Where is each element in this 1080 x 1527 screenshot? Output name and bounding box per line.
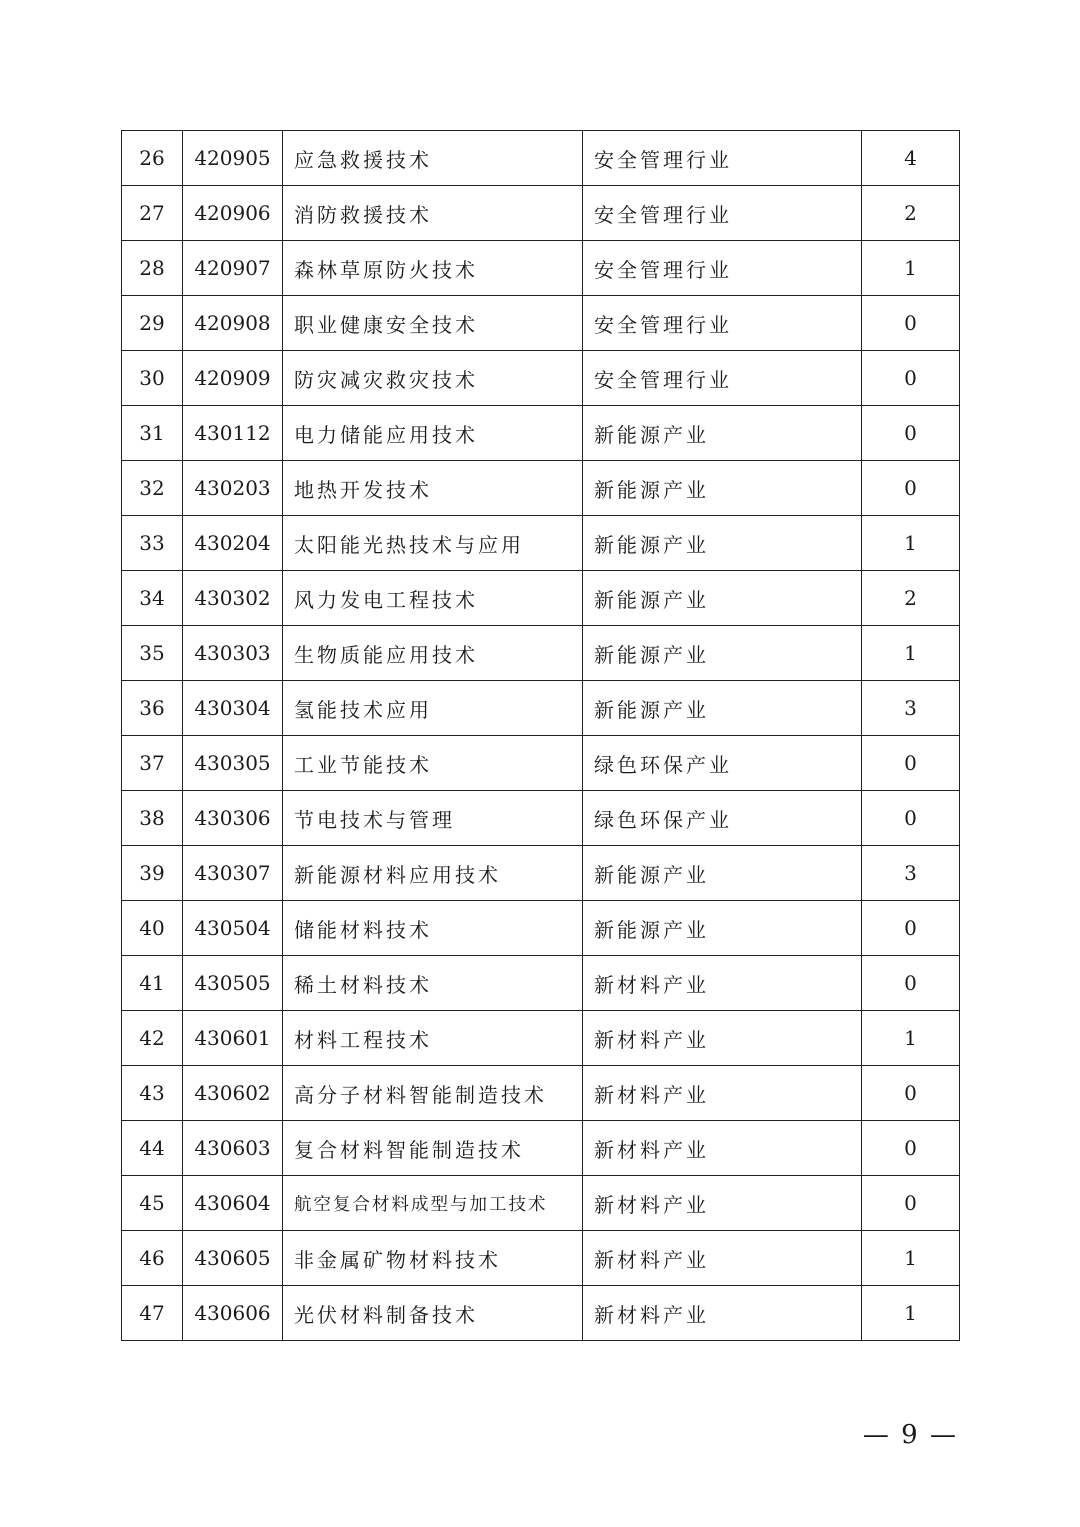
row-index-cell: 32 xyxy=(122,461,183,516)
row-index-cell: 30 xyxy=(122,351,183,406)
table-body xyxy=(122,131,960,1341)
row-index-cell: 29 xyxy=(122,296,183,351)
major-table xyxy=(121,130,960,1341)
major-name-cell: 氢能技术应用 xyxy=(283,681,583,736)
count-cell: 1 xyxy=(862,516,960,571)
table-row xyxy=(122,1231,960,1286)
row-index-cell: 47 xyxy=(122,1286,183,1341)
page-number: — 9 — xyxy=(862,1420,958,1450)
major-name-cell: 风力发电工程技术 xyxy=(283,571,583,626)
major-name-cell: 光伏材料制备技术 xyxy=(283,1286,583,1341)
row-index-cell: 44 xyxy=(122,1121,183,1176)
table-row xyxy=(122,186,960,241)
major-name-cell: 新能源材料应用技术 xyxy=(283,846,583,901)
count-cell: 0 xyxy=(862,1066,960,1121)
industry-cell: 新材料产业 xyxy=(583,1286,862,1341)
major-name-cell: 防灾减灾救灾技术 xyxy=(283,351,583,406)
count-cell: 1 xyxy=(862,626,960,681)
count-cell: 0 xyxy=(862,901,960,956)
major-code-cell: 430112 xyxy=(183,406,283,461)
major-code-cell: 420905 xyxy=(183,131,283,186)
major-code-cell: 430602 xyxy=(183,1066,283,1121)
count-cell: 1 xyxy=(862,1011,960,1066)
industry-cell: 新材料产业 xyxy=(583,1231,862,1286)
table-row xyxy=(122,1011,960,1066)
table-row xyxy=(122,351,960,406)
major-code-cell: 430307 xyxy=(183,846,283,901)
industry-cell: 新能源产业 xyxy=(583,406,862,461)
major-name-cell: 电力储能应用技术 xyxy=(283,406,583,461)
row-index-cell: 34 xyxy=(122,571,183,626)
major-name-cell: 稀土材料技术 xyxy=(283,956,583,1011)
major-name-cell: 工业节能技术 xyxy=(283,736,583,791)
major-code-cell: 430505 xyxy=(183,956,283,1011)
count-cell: 0 xyxy=(862,351,960,406)
industry-cell: 新能源产业 xyxy=(583,846,862,901)
row-index-cell: 28 xyxy=(122,241,183,296)
major-name-cell: 复合材料智能制造技术 xyxy=(283,1121,583,1176)
row-index-cell: 38 xyxy=(122,791,183,846)
table-row xyxy=(122,571,960,626)
industry-cell: 新能源产业 xyxy=(583,516,862,571)
count-cell: 4 xyxy=(862,131,960,186)
major-code-cell: 430603 xyxy=(183,1121,283,1176)
table-row xyxy=(122,846,960,901)
industry-cell: 新材料产业 xyxy=(583,956,862,1011)
table-row xyxy=(122,296,960,351)
industry-cell: 绿色环保产业 xyxy=(583,736,862,791)
major-code-cell: 430604 xyxy=(183,1176,283,1231)
major-name-cell: 储能材料技术 xyxy=(283,901,583,956)
table-row xyxy=(122,736,960,791)
major-code-cell: 430605 xyxy=(183,1231,283,1286)
table-row xyxy=(122,1176,960,1231)
table-row xyxy=(122,241,960,296)
major-code-cell: 430302 xyxy=(183,571,283,626)
count-cell: 2 xyxy=(862,571,960,626)
row-index-cell: 31 xyxy=(122,406,183,461)
table-row xyxy=(122,516,960,571)
table-row xyxy=(122,626,960,681)
row-index-cell: 37 xyxy=(122,736,183,791)
major-code-cell: 430305 xyxy=(183,736,283,791)
industry-cell: 新材料产业 xyxy=(583,1066,862,1121)
major-name-cell: 节电技术与管理 xyxy=(283,791,583,846)
count-cell: 0 xyxy=(862,406,960,461)
major-code-cell: 430204 xyxy=(183,516,283,571)
row-index-cell: 26 xyxy=(122,131,183,186)
major-name-cell: 非金属矿物材料技术 xyxy=(283,1231,583,1286)
major-code-cell: 430306 xyxy=(183,791,283,846)
row-index-cell: 45 xyxy=(122,1176,183,1231)
industry-cell: 安全管理行业 xyxy=(583,351,862,406)
industry-cell: 新能源产业 xyxy=(583,626,862,681)
count-cell: 0 xyxy=(862,791,960,846)
major-name-cell: 航空复合材料成型与加工技术 xyxy=(283,1176,583,1231)
industry-cell: 新材料产业 xyxy=(583,1176,862,1231)
industry-cell: 新材料产业 xyxy=(583,1011,862,1066)
row-index-cell: 42 xyxy=(122,1011,183,1066)
major-name-cell: 职业健康安全技术 xyxy=(283,296,583,351)
count-cell: 1 xyxy=(862,1286,960,1341)
major-code-cell: 430303 xyxy=(183,626,283,681)
major-code-cell: 430203 xyxy=(183,461,283,516)
table-row xyxy=(122,131,960,186)
major-name-cell: 太阳能光热技术与应用 xyxy=(283,516,583,571)
major-code-cell: 430601 xyxy=(183,1011,283,1066)
row-index-cell: 43 xyxy=(122,1066,183,1121)
row-index-cell: 35 xyxy=(122,626,183,681)
row-index-cell: 27 xyxy=(122,186,183,241)
table-row xyxy=(122,956,960,1011)
count-cell: 0 xyxy=(862,956,960,1011)
major-name-cell: 消防救援技术 xyxy=(283,186,583,241)
row-index-cell: 33 xyxy=(122,516,183,571)
major-name-cell: 高分子材料智能制造技术 xyxy=(283,1066,583,1121)
count-cell: 0 xyxy=(862,296,960,351)
major-name-cell: 生物质能应用技术 xyxy=(283,626,583,681)
industry-cell: 安全管理行业 xyxy=(583,131,862,186)
major-code-cell: 420907 xyxy=(183,241,283,296)
count-cell: 0 xyxy=(862,736,960,791)
major-name-cell: 地热开发技术 xyxy=(283,461,583,516)
industry-cell: 新能源产业 xyxy=(583,571,862,626)
count-cell: 1 xyxy=(862,241,960,296)
major-code-cell: 430606 xyxy=(183,1286,283,1341)
major-code-cell: 430504 xyxy=(183,901,283,956)
major-code-cell: 430304 xyxy=(183,681,283,736)
count-cell: 0 xyxy=(862,461,960,516)
table-row xyxy=(122,461,960,516)
row-index-cell: 41 xyxy=(122,956,183,1011)
major-code-cell: 420908 xyxy=(183,296,283,351)
table-row xyxy=(122,681,960,736)
count-cell: 2 xyxy=(862,186,960,241)
industry-cell: 绿色环保产业 xyxy=(583,791,862,846)
row-index-cell: 39 xyxy=(122,846,183,901)
count-cell: 1 xyxy=(862,1231,960,1286)
count-cell: 3 xyxy=(862,846,960,901)
table-row xyxy=(122,1286,960,1341)
major-name-cell: 材料工程技术 xyxy=(283,1011,583,1066)
table-row xyxy=(122,901,960,956)
industry-cell: 安全管理行业 xyxy=(583,186,862,241)
industry-cell: 安全管理行业 xyxy=(583,241,862,296)
count-cell: 0 xyxy=(862,1121,960,1176)
industry-cell: 新能源产业 xyxy=(583,461,862,516)
industry-cell: 新能源产业 xyxy=(583,681,862,736)
major-code-cell: 420906 xyxy=(183,186,283,241)
table-row xyxy=(122,1066,960,1121)
table-row xyxy=(122,791,960,846)
industry-cell: 新材料产业 xyxy=(583,1121,862,1176)
industry-cell: 新能源产业 xyxy=(583,901,862,956)
industry-cell: 安全管理行业 xyxy=(583,296,862,351)
row-index-cell: 40 xyxy=(122,901,183,956)
count-cell: 0 xyxy=(862,1176,960,1231)
row-index-cell: 46 xyxy=(122,1231,183,1286)
count-cell: 3 xyxy=(862,681,960,736)
major-code-cell: 420909 xyxy=(183,351,283,406)
major-name-cell: 应急救援技术 xyxy=(283,131,583,186)
table-row xyxy=(122,406,960,461)
table-row xyxy=(122,1121,960,1176)
row-index-cell: 36 xyxy=(122,681,183,736)
major-name-cell: 森林草原防火技术 xyxy=(283,241,583,296)
